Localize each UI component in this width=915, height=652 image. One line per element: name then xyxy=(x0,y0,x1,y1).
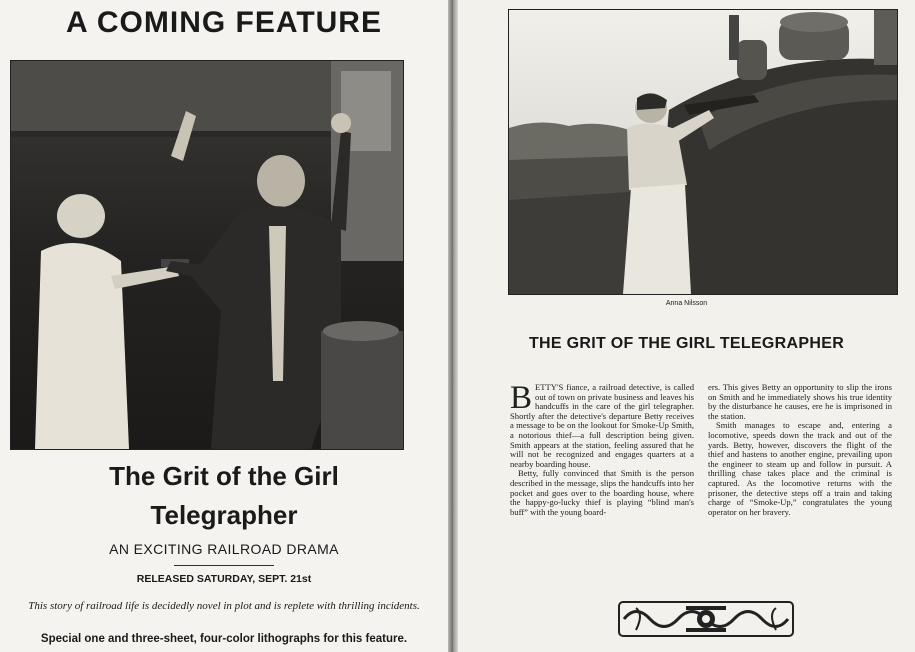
film-title-line1: The Grit of the Girl xyxy=(109,461,339,491)
article-column-1 xyxy=(510,380,694,517)
book-gutter xyxy=(448,0,458,652)
release-date: RELEASED SATURDAY, SEPT. 21st xyxy=(136,573,312,585)
article-paragraph: ers. This gives Betty an opportunity to slip the irons on Smith and he immediately shows his true identity by the disturbance he causes, ere he is imprisoned in the station. xyxy=(708,382,892,421)
divider-rule xyxy=(174,565,274,566)
film-title-line2: Telegrapher xyxy=(150,500,298,530)
paragraph-text: ETTY'S fiance, a railroad detective, is called out of town on private business and leaves his handcuffs in the care of the girl telegrapher. Shortly after the detective's departure Betty receives a message to be on the lookout for Smoke-Up Smith, a notorious thief—a full description being given. Smith appears at the station, feeling assured that he will not be recognized and engages quarters at a nearby boarding house. xyxy=(510,382,694,469)
film-subtitle: AN EXCITING RAILROAD DRAMA xyxy=(109,541,339,557)
locomotive-photo-image xyxy=(509,10,897,294)
left-page xyxy=(0,0,448,652)
article-paragraph: Betty, fully convinced that Smith is the person described in the message, slips the handcuffs into her pocket and goes over to the boarding house, where the happy-go-lucky thief is playing “blind man's buff” with the young board- xyxy=(510,468,694,517)
actress-photo xyxy=(508,9,898,295)
banner-heading: A COMING FEATURE xyxy=(66,6,382,39)
decorative-ornament-icon xyxy=(616,598,796,645)
article-column-2 xyxy=(708,383,892,517)
right-page xyxy=(458,0,915,652)
lithographs-note: Special one and three-sheet, four-color lithographs for this feature. xyxy=(40,633,408,645)
drop-cap: B xyxy=(510,380,533,416)
film-still-image xyxy=(11,61,403,449)
ornament-scroll-icon xyxy=(616,598,796,640)
film-blurb: This story of railroad life is decidedly novel in plot and is replete with thrilling incidents. xyxy=(28,600,420,612)
article-paragraph: Smith manages to escape and, entering a locomotive, speeds down the track and out of the yards. Betty, however, discovers the flight of the thief and hastens to another engine, prevailing upon the engineer to steam up and follow in pursuit. A thrilling chase takes place and the criminal is captured. As the locomotive returns with the prisoner, the detective steps off a train and taking charge of “Smoke-Up,” congratulates the young operator on her bravery. xyxy=(708,420,892,517)
article-title: THE GRIT OF THE GIRL TELEGRAPHER xyxy=(528,335,845,352)
article-paragraph xyxy=(510,380,694,469)
photo-caption: Anna Nilsson xyxy=(665,300,708,307)
film-still-photo xyxy=(10,60,404,450)
